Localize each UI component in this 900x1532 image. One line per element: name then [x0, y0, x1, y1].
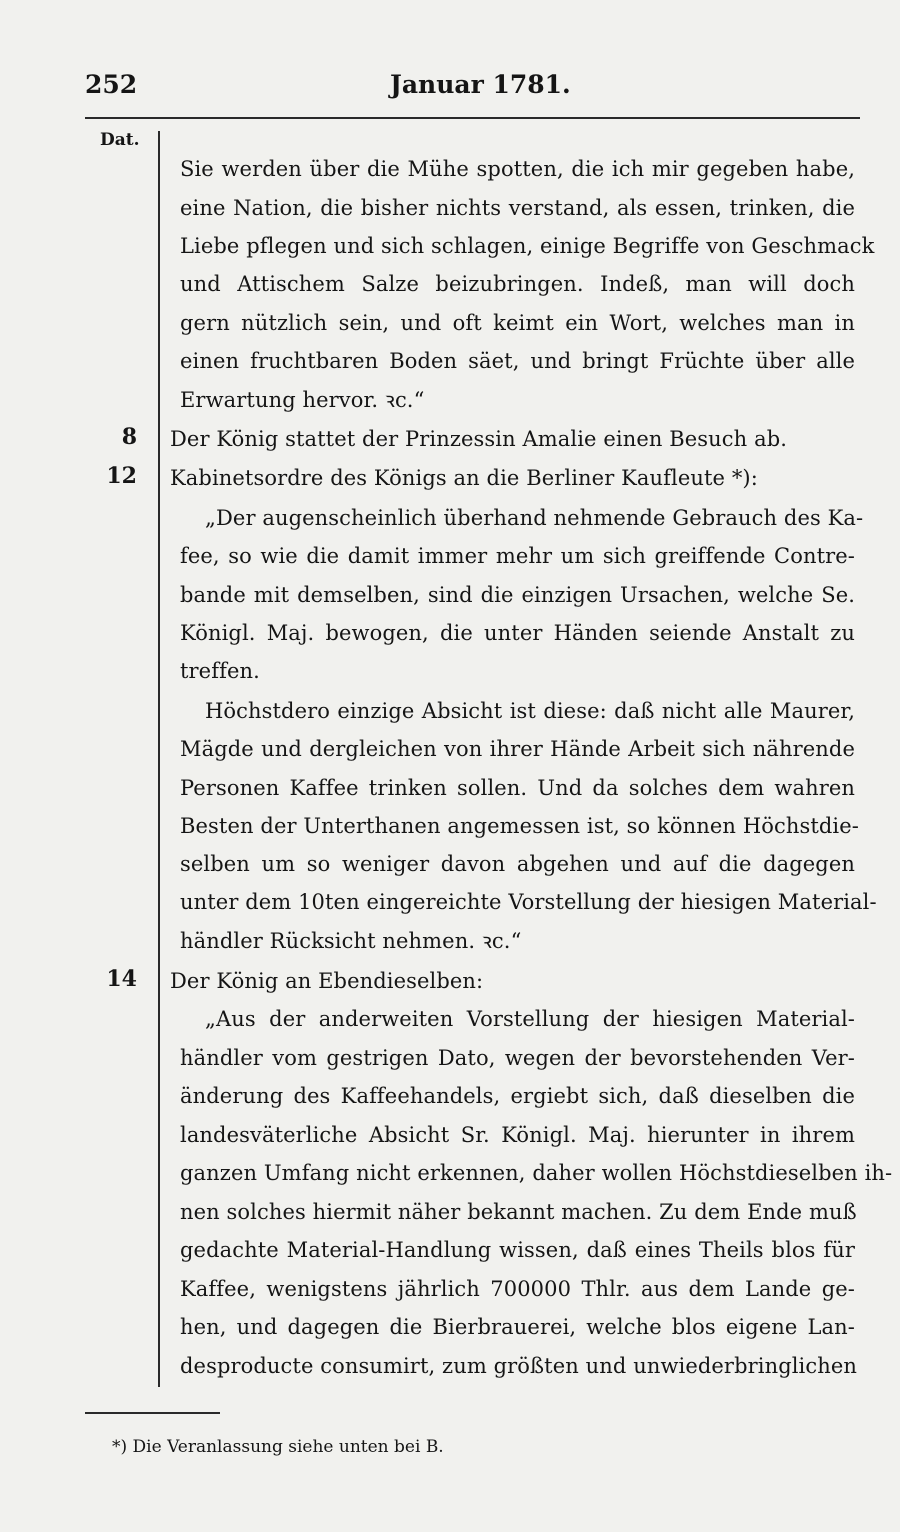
body-line: gern nützlich sein, und oft keimt ein Wort, welches man in [180, 311, 855, 335]
running-title: Januar 1781. [390, 70, 571, 99]
page-number: 252 [85, 70, 138, 99]
footnote: *) Die Veranlassung siehe unten bei B. [112, 1437, 444, 1457]
header-rule [85, 117, 860, 119]
body-line: „Aus der anderweiten Vorstellung der hiesigen Material- [205, 1007, 855, 1031]
body-line: desproducte consumirt, zum größten und unwiederbringlichen [180, 1354, 858, 1378]
body-line: und Attischem Salze beizubringen. Indeß, man will doch [180, 272, 855, 296]
column-divider [158, 131, 160, 1387]
body-line: händler vom gestrigen Dato, wegen der bevorstehenden Ver- [180, 1046, 855, 1070]
body-line: treffen. [180, 659, 260, 683]
date-14: 14 [106, 966, 137, 992]
body-line: Besten der Unterthanen angemessen ist, so können Höchstdie- [180, 814, 859, 838]
body-line: hen, und dagegen die Bierbrauerei, welche blos eigene Lan- [180, 1315, 855, 1339]
body-line: unter dem 10ten eingereichte Vorstellung der hiesigen Material- [180, 890, 877, 914]
body-line: Liebe pflegen und sich schlagen, einige Begriffe von Geschmack [180, 234, 875, 258]
body-line: eine Nation, die bisher nichts verstand, als essen, trinken, die [180, 196, 855, 220]
body-line: Höchstdero einzige Absicht ist diese: daß nicht alle Maurer, [205, 699, 855, 723]
date-8: 8 [121, 424, 137, 450]
body-line: ganzen Umfang nicht erkennen, daher wollen Höchstdieselben ih- [180, 1161, 893, 1185]
body-line: Kaffee, wenigstens jährlich 700000 Thlr. aus dem Lande ge- [180, 1277, 855, 1301]
body-line: Personen Kaffee trinken sollen. Und da solches dem wahren [180, 776, 855, 800]
entry-line: Der König stattet der Prinzessin Amalie einen Besuch ab. [170, 427, 788, 451]
body-line: Sie werden über die Mühe spotten, die ich mir gegeben habe, [180, 157, 855, 181]
footnote-rule [85, 1412, 220, 1414]
entry-line: Der König an Ebendieselben: [170, 969, 484, 993]
body-line: fee, so wie die damit immer mehr um sich greiffende Contre- [180, 544, 855, 568]
body-line: Erwartung hervor. ꝛc.“ [180, 388, 425, 412]
body-line: händler Rücksicht nehmen. ꝛc.“ [180, 929, 522, 953]
date-column-label: Dat. [100, 130, 140, 150]
body-line: Königl. Maj. bewogen, die unter Händen seiende Anstalt zu [180, 621, 855, 645]
body-line: änderung des Kaffeehandels, ergiebt sich, daß dieselben die [180, 1084, 855, 1108]
body-line: landesväterliche Absicht Sr. Königl. Maj. hierunter in ihrem [180, 1123, 855, 1147]
body-line: gedachte Material-Handlung wissen, daß eines Theils blos für [180, 1238, 855, 1262]
date-12: 12 [106, 463, 137, 489]
entry-line: Kabinetsordre des Königs an die Berliner Kaufleute *): [170, 466, 758, 490]
body-line: „Der augenscheinlich überhand nehmende Gebrauch des Ka- [205, 506, 864, 530]
body-line: einen fruchtbaren Boden säet, und bringt Früchte über alle [180, 349, 855, 373]
body-line: selben um so weniger davon abgehen und auf die dagegen [180, 852, 855, 876]
body-line: Mägde und dergleichen von ihrer Hände Arbeit sich nährende [180, 737, 855, 761]
body-line: bande mit demselben, sind die einzigen Ursachen, welche Se. [180, 583, 855, 607]
body-line: nen solches hiermit näher bekannt machen. Zu dem Ende muß [180, 1200, 857, 1224]
